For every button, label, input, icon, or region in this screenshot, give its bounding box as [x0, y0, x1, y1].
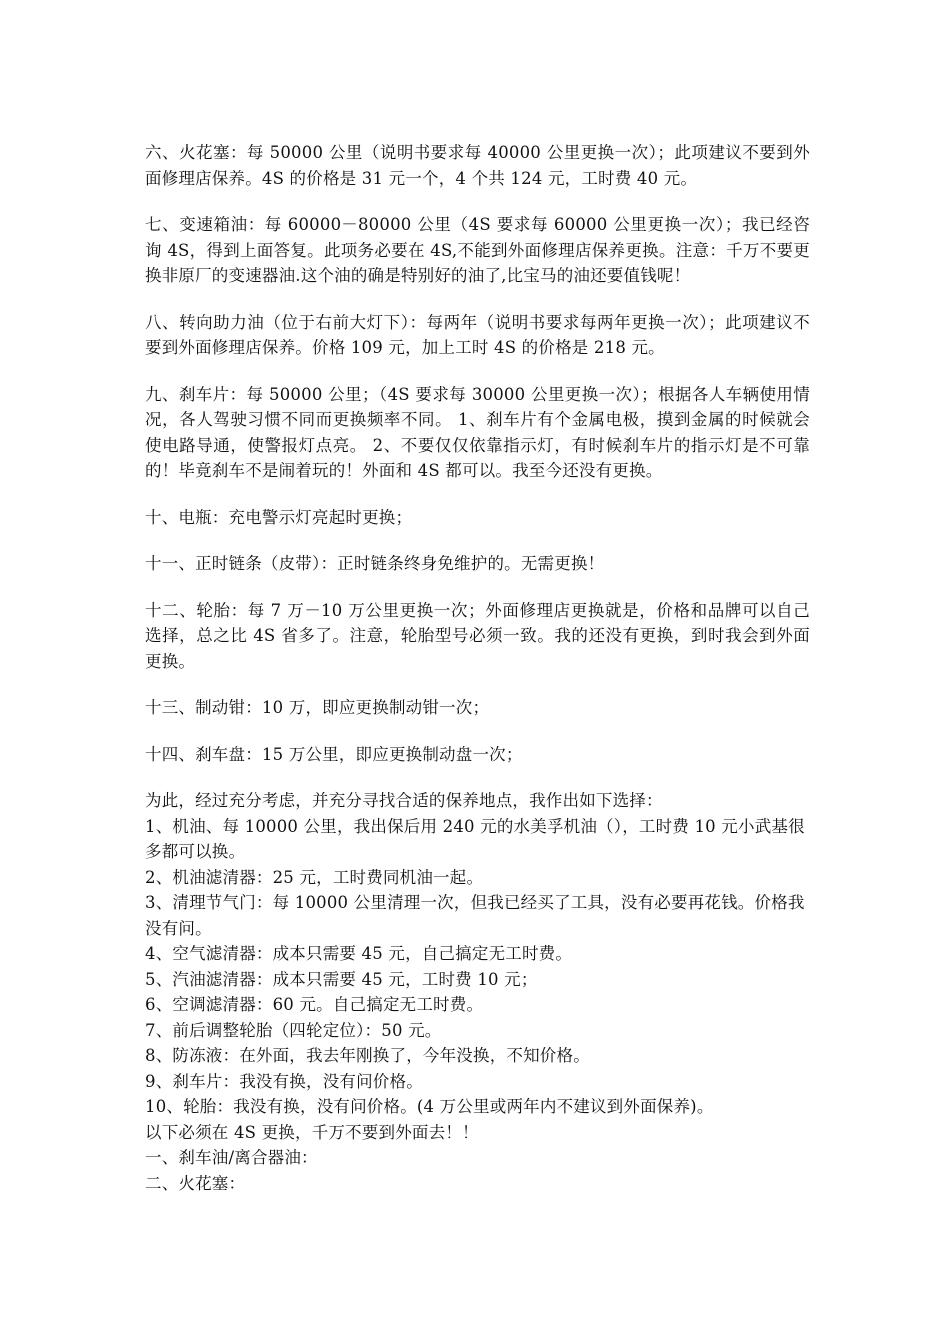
- list-item: 8、防冻液：在外面，我去年刚换了，今年没换，不知价格。: [145, 1046, 590, 1065]
- choices-list: [145, 814, 810, 1197]
- list-item: 10、轮胎：我没有换，没有问价格。(4 万公里或两年内不建议到外面保养)。: [145, 1097, 714, 1116]
- choices-intro: 为此，经过充分考虑，并充分寻找合适的保养地点，我作出如下选择：: [145, 791, 663, 810]
- list-item: 一、刹车油/离合器油：: [145, 1148, 318, 1167]
- document-page: [145, 140, 810, 1196]
- list-item: 2、机油滤清器：25 元，工时费同机油一起。: [145, 867, 484, 887]
- list-item: 5、汽油滤清器：成本只需要 45 元，工时费 10 元；: [145, 969, 538, 989]
- paragraph-brake-caliper: 十三、制动钳：10 万，即应更换制动钳一次；: [145, 698, 490, 717]
- paragraph-battery: 十、电瓶：充电警示灯亮起时更换；: [145, 507, 413, 527]
- paragraph-brake-disc: 十四、刹车盘：15 万公里，即应更换制动盘一次；: [145, 744, 523, 764]
- paragraph-power-steering-oil: 八、转向助力油（位于右前大灯下）：每两年（说明书要求每两年更换一次）；此项建议不要到外面修理店保养。价格 109 元，加上工时 4S 的价格是 218 元。: [145, 312, 810, 357]
- list-item: 3、清理节气门：每 10000 公里清理一次，但我已经买了工具，没有必要再花钱。价格我没有问。: [145, 893, 805, 938]
- list-item: 9、刹车片：我没有换，没有问价格。: [145, 1071, 423, 1091]
- paragraph-timing-chain: 十一、正时链条（皮带）：正时链条终身免维护的。无需更换！: [145, 554, 605, 573]
- paragraph-brake-pads: 九、刹车片：每 50000 公里；（4S 要求每 30000 公里更换一次）；根据各人车辆使用情况，各人驾驶习惯不同而更换频率不同。 1、刹车片有个金属电极，摸到金属的时候就会使电路导通，使警报灯点亮。 2、不要仅仅依靠指示灯，有时候刹车片的指示灯是不可靠的！毕竟刹车不是闹着玩的！外面和 4S 都可以。我至今还没有更换。: [145, 384, 810, 480]
- paragraph-transmission-oil: 七、变速箱油：每 60000－80000 公里（4S 要求每 60000 公里更换一次）；我已经咨询 4S，得到上面答复。此项务必要在 4S,不能到外面修理店保养更换。注意：千万不要更换非原厂的变速器油.这个油的确是特别好的油了,比宝马的油还要值钱呢！: [145, 215, 810, 285]
- list-item: 4、空气滤清器：成本只需要 45 元，自己搞定无工时费。: [145, 944, 573, 963]
- list-item: 二、火花塞：: [145, 1173, 246, 1193]
- list-item: 1、机油、每 10000 公里，我出保后用 240 元的水美孚机油（），工时费 10 元小武基很多都可以换。: [145, 816, 805, 861]
- list-item: 6、空调滤清器：60 元。自己搞定无工时费。: [145, 995, 484, 1014]
- list-item: 以下必须在 4S 更换，千万不要到外面去！！: [145, 1122, 479, 1142]
- paragraph-spark-plug: 六、火花塞：每 50000 公里（说明书要求每 40000 公里更换一次）；此项建议不要到外面修理店保养。4S 的价格是 31 元一个，4 个共 124 元，工时费 40 元。: [145, 143, 810, 188]
- list-item: 7、前后调整轮胎（四轮定位）：50 元。: [145, 1020, 442, 1040]
- paragraph-tires: 十二、轮胎：每 7 万－10 万公里更换一次；外面修理店更换就是，价格和品牌可以自己选择，总之比 4S 省多了。注意，轮胎型号必须一致。我的还没有更换，到时我会到外面更换。: [145, 600, 810, 671]
